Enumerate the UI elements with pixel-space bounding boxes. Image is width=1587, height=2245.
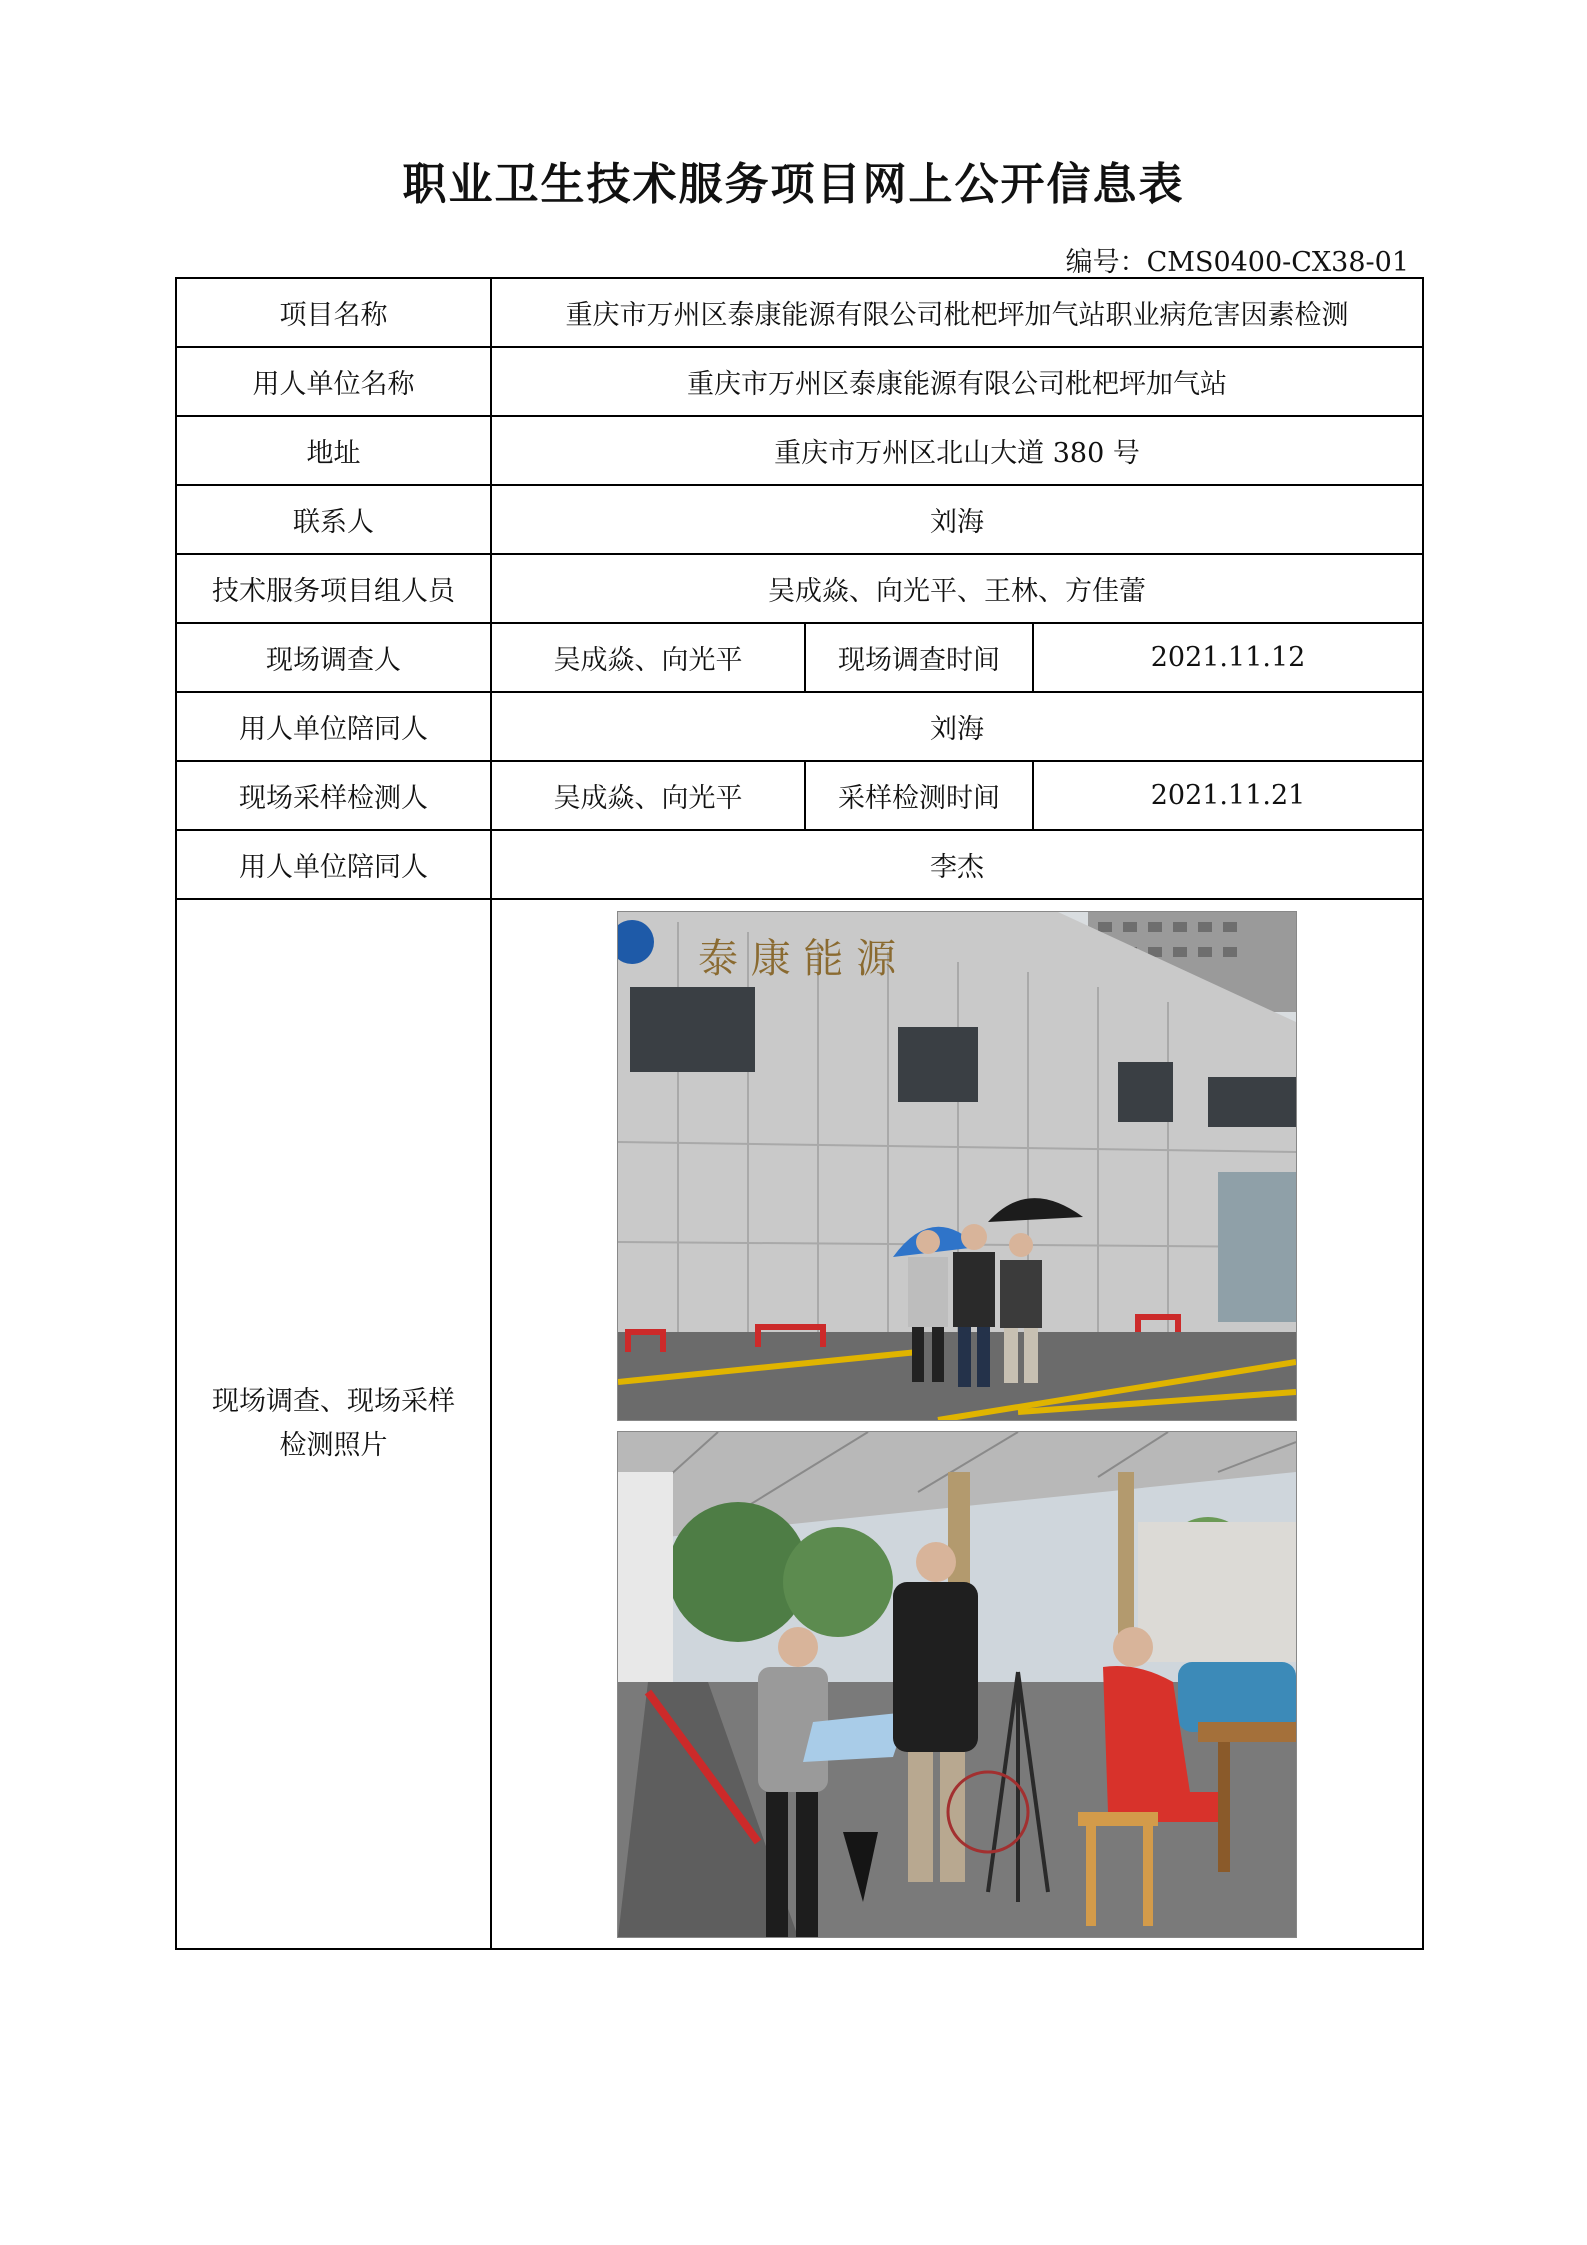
- value-employer: 重庆市万州区泰康能源有限公司枇杷坪加气站: [491, 347, 1423, 416]
- label-project-name: 项目名称: [176, 278, 491, 347]
- value-project-name: 重庆市万州区泰康能源有限公司枇杷坪加气站职业病危害因素检测: [491, 278, 1423, 347]
- site-sampling-photo: [617, 1431, 1297, 1938]
- label-sampling: 现场采样检测人: [176, 761, 491, 830]
- site-sampling-image: [618, 1432, 1296, 1937]
- site-survey-image: [618, 912, 1296, 1420]
- value-sampling-time: 2021.11.21: [1033, 761, 1423, 830]
- label-escort-2: 用人单位陪同人: [176, 830, 491, 899]
- site-survey-photo: [617, 911, 1297, 1421]
- photos-cell: [491, 899, 1423, 1949]
- document-number: 编号：CMS0400-CX38-01: [1065, 247, 1409, 278]
- row-photos: [176, 899, 1423, 1949]
- value-escort-2: 李杰: [491, 830, 1423, 899]
- row-sampling: [176, 761, 1423, 830]
- row-project-name: [176, 278, 1423, 347]
- label-address: 地址: [176, 416, 491, 485]
- value-sampling: 吴成焱、向光平: [491, 761, 805, 830]
- row-employer: [176, 347, 1423, 416]
- photo-stack: [498, 911, 1416, 1938]
- value-escort-1: 刘海: [491, 692, 1423, 761]
- row-contact: [176, 485, 1423, 554]
- label-photos-line-2: 检测照片: [279, 1430, 388, 1461]
- info-table: [175, 277, 1424, 1950]
- label-survey-time: 现场调查时间: [805, 623, 1033, 692]
- label-team: 技术服务项目组人员: [176, 554, 491, 623]
- label-sampling-time: 采样检测时间: [805, 761, 1033, 830]
- label-photos: [176, 899, 491, 1949]
- row-team: [176, 554, 1423, 623]
- row-address: [176, 416, 1423, 485]
- value-team: 吴成焱、向光平、王林、方佳蕾: [491, 554, 1423, 623]
- label-employer: 用人单位名称: [176, 347, 491, 416]
- label-photos-line-1: 现场调查、现场采样: [212, 1386, 455, 1417]
- value-survey-time: 2021.11.12: [1033, 623, 1423, 692]
- building-sign-text: 泰 康 能 源: [698, 935, 897, 982]
- document-title: 职业卫生技术服务项目网上公开信息表: [402, 159, 1185, 210]
- value-contact: 刘海: [491, 485, 1423, 554]
- label-escort-1: 用人单位陪同人: [176, 692, 491, 761]
- value-survey: 吴成焱、向光平: [491, 623, 805, 692]
- label-survey: 现场调查人: [176, 623, 491, 692]
- value-address: 重庆市万州区北山大道 380 号: [491, 416, 1423, 485]
- label-contact: 联系人: [176, 485, 491, 554]
- row-escort-1: [176, 692, 1423, 761]
- row-escort-2: [176, 830, 1423, 899]
- row-survey: [176, 623, 1423, 692]
